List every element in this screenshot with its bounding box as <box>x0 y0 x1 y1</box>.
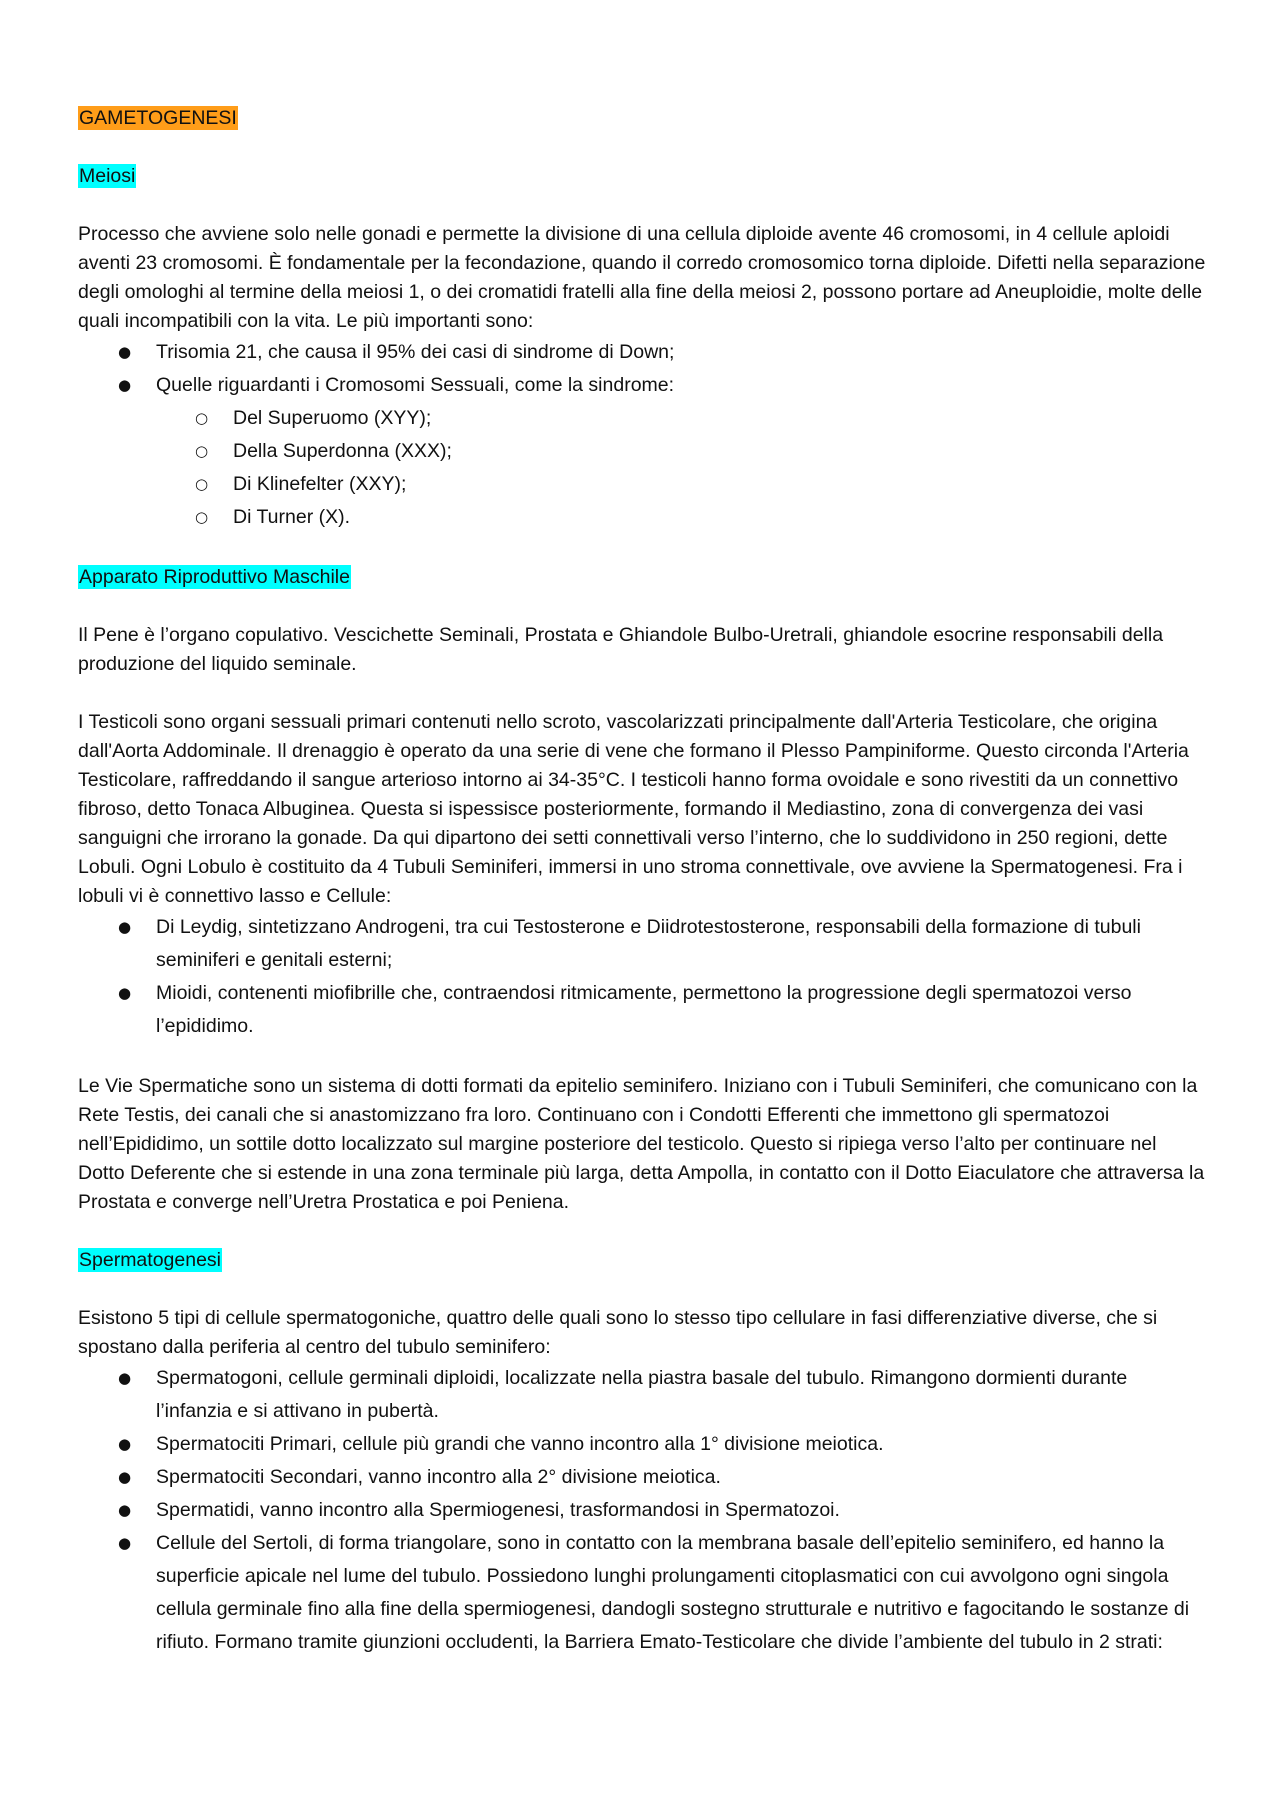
meiosi-list <box>78 336 1208 402</box>
list-item: ● Di Leydig, sintetizzano Androgeni, tra cui Testosterone e Diidrotestosterone, responsabili della formazione di tubuli seminiferi e genitali esterni; <box>78 911 1208 977</box>
sublist-item: ○ Del Superuomo (XYY); <box>78 402 1208 435</box>
sublist-item: ○ Di Klinefelter (XXY); <box>78 468 1208 501</box>
list-item: ● Trisomia 21, che causa il 95% dei casi di sindrome di Down; <box>78 336 1208 369</box>
document-page <box>78 104 1208 1659</box>
list-item: ● Spermatociti Secondari, vanno incontro alla 2° divisione meiotica. <box>78 1461 1208 1494</box>
section-heading-meiosi: Meiosi <box>79 165 136 187</box>
section-heading-apparato: Apparato Riproduttivo Maschile <box>79 566 350 588</box>
apparato-paragraph-3: Le Vie Spermatiche sono un sistema di dotti formati da epitelio seminifero. Iniziano con i Tubuli Seminiferi, che comunicano con la Rete Testis, dei canali che si anastomizzano fra loro. Continuano con i Condotti Efferenti che immettono gli spermatozoi nell’Epididimo, un sottile dotto localizzato sul margine posteriore del testicolo. Questo si ripiega verso l’alto per continuare nel Dotto Deferente che si estende in una zona terminale più larga, detta Ampolla, in contatto con il Dotto Eiaculatore che attraversa la Prostata e converge nell’Uretra Prostatica e poi Peniena. <box>78 1075 1205 1213</box>
apparato-paragraph-2: I Testicoli sono organi sessuali primari contenuti nello scroto, vascolarizzati principalmente dall'Arteria Testicolare, che origina dall'Aorta Addominale. Il drenaggio è operato da una serie di vene che formano il Plesso Pampiniforme. Questo circonda l'Arteria Testicolare, raffreddando il sangue arterioso intorno ai 34-35°C. I testicoli hanno forma ovoidale e sono rivestiti da un connettivo fibroso, detto Tonaca Albuginea. Questa si ispessisce posteriormente, formando il Mediastino, zona di convergenza dei vasi sanguigni che irrorano la gonade. Da qui dipartono dei setti connettivali verso l’interno, che lo suddividono in 250 regioni, dette Lobuli. Ogni Lobulo è costituito da 4 Tubuli Seminiferi, immersi in uno stroma connettivale, ove avviene la Spermatogenesi. Fra i lobuli vi è connettivo lasso e Cellule: <box>78 711 1189 907</box>
apparato-paragraph-1: Il Pene è l’organo copulativo. Vescichette Seminali, Prostata e Ghiandole Bulbo-Uretrali, ghiandole esocrine responsabili della produzione del liquido seminale. <box>78 624 1164 675</box>
sublist-item: ○ Di Turner (X). <box>78 501 1208 534</box>
meiosi-sublist <box>78 402 1208 534</box>
sublist-item: ○ Della Superdonna (XXX); <box>78 435 1208 468</box>
section-heading-spermatogenesi: Spermatogenesi <box>79 1249 222 1271</box>
cellule-list <box>78 911 1208 1043</box>
list-item: ● Spermatogoni, cellule germinali diploidi, localizzate nella piastra basale del tubulo. Rimangono dormienti durante l’infanzia e si attivano in pubertà. <box>78 1362 1208 1428</box>
spermatogenesi-list <box>78 1362 1208 1659</box>
meiosi-paragraph: Processo che avviene solo nelle gonadi e permette la divisione di una cellula diploide avente 46 cromosomi, in 4 cellule aploidi aventi 23 cromosomi. È fondamentale per la fecondazione, quando il corredo cromosomico torna diploide. Difetti nella separazione degli omologhi al termine della meiosi 1, o dei cromatidi fratelli alla fine della meiosi 2, possono portare ad Aneuploidie, molte delle quali incompatibili con la vita. Le più importanti sono: <box>78 223 1206 332</box>
document-title: GAMETOGENESI <box>79 107 237 129</box>
list-item: ● Spermatociti Primari, cellule più grandi che vanno incontro alla 1° divisione meiotica. <box>78 1428 1208 1461</box>
list-item: ● Mioidi, contenenti miofibrille che, contraendosi ritmicamente, permettono la progressione degli spermatozoi verso l’epididimo. <box>78 977 1208 1043</box>
list-item: ● Cellule del Sertoli, di forma triangolare, sono in contatto con la membrana basale dell’epitelio seminifero, ed hanno la superficie apicale nel lume del tubulo. Possiedono lunghi prolungamenti citoplasmatici con cui avvolgono ogni singola cellula germinale fino alla fine della spermiogenesi, dandogli sostegno strutturale e nutritivo e fagocitando le sostanze di rifiuto. Formano tramite giunzioni occludenti, la Barriera Emato-Testicolare che divide l’ambiente del tubulo in 2 strati: <box>78 1527 1208 1659</box>
spermatogenesi-paragraph: Esistono 5 tipi di cellule spermatogoniche, quattro delle quali sono lo stesso tipo cellulare in fasi differenziative diverse, che si spostano dalla periferia al centro del tubulo seminifero: <box>78 1307 1158 1358</box>
list-item: ● Quelle riguardanti i Cromosomi Sessuali, come la sindrome: <box>78 369 1208 402</box>
list-item: ● Spermatidi, vanno incontro alla Spermiogenesi, trasformandosi in Spermatozoi. <box>78 1494 1208 1527</box>
